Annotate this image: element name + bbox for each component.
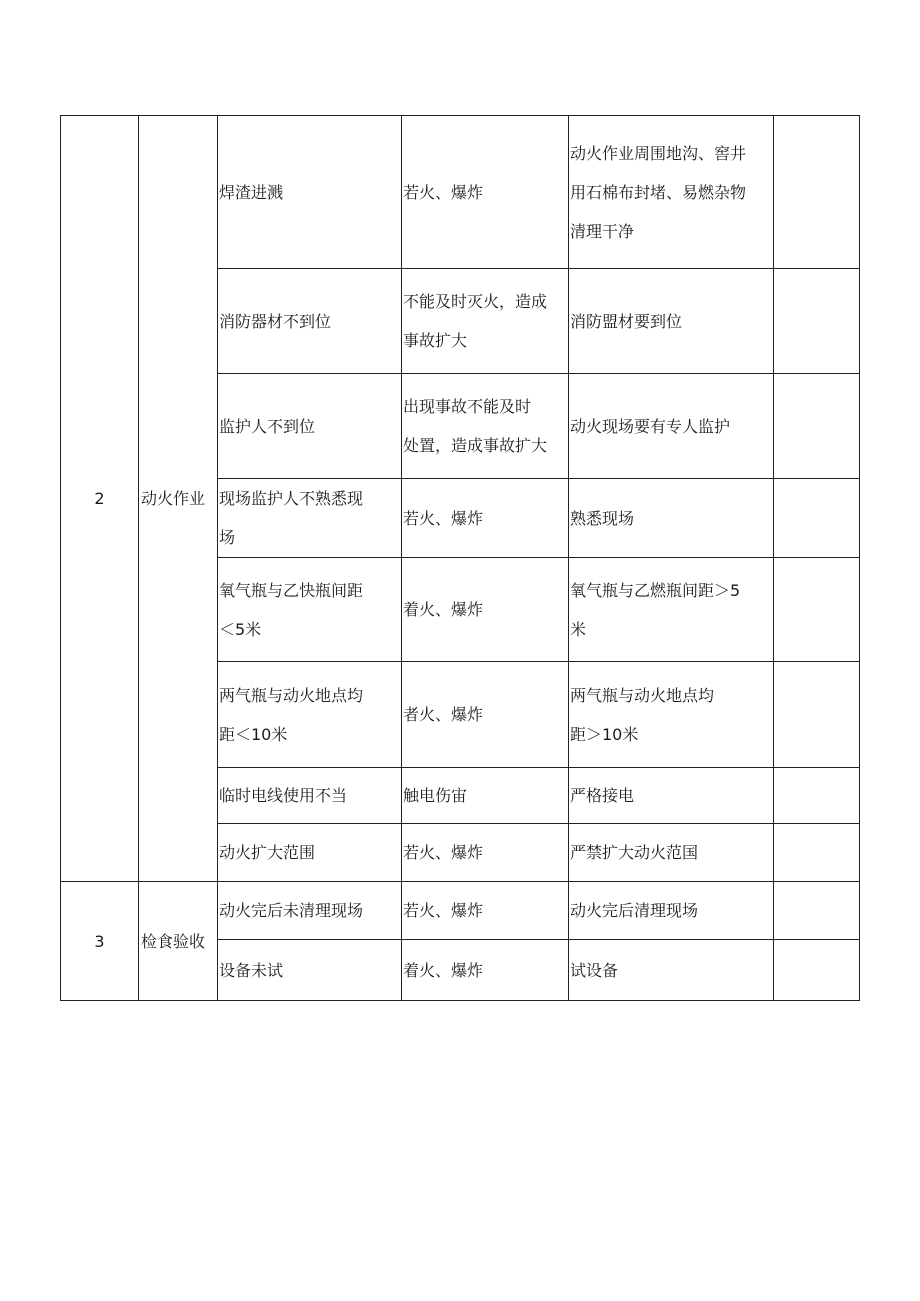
hazard-cell: 两气瓶与动火地点均 距＜10米 xyxy=(218,662,402,768)
consequence-cell: 若火、爆炸 xyxy=(402,479,569,558)
measure-cell: 动火作业周围地沟、窖井 用石棉布封堵、易燃杂物 清理干净 xyxy=(569,116,774,269)
note-cell xyxy=(774,269,860,374)
hazard-cell: 焊渣进溅 xyxy=(218,116,402,269)
risk-analysis-table xyxy=(60,115,860,1001)
table-row xyxy=(61,116,860,269)
note-cell xyxy=(774,479,860,558)
consequence-cell: 出现事故不能及时 处置，造成事故扩大 xyxy=(402,374,569,479)
note-cell xyxy=(774,824,860,882)
measure-cell: 两气瓶与动火地点均 距＞10米 xyxy=(569,662,774,768)
consequence-cell: 若火、爆炸 xyxy=(402,824,569,882)
hazard-cell: 动火扩大范围 xyxy=(218,824,402,882)
measure-cell: 熟悉现场 xyxy=(569,479,774,558)
note-cell xyxy=(774,374,860,479)
hazard-cell: 动火完后未清理现场 xyxy=(218,882,402,940)
note-cell xyxy=(774,882,860,940)
measure-cell: 严禁扩大动火范国 xyxy=(569,824,774,882)
note-cell xyxy=(774,768,860,824)
hazard-cell: 设备未试 xyxy=(218,940,402,1001)
note-cell xyxy=(774,940,860,1001)
step-number-cell: 2 xyxy=(61,116,139,882)
consequence-cell: 若火、爆炸 xyxy=(402,882,569,940)
consequence-cell: 着火、爆炸 xyxy=(402,940,569,1001)
note-cell xyxy=(774,558,860,662)
hazard-cell: 临时电线使用不当 xyxy=(218,768,402,824)
step-number-cell: 3 xyxy=(61,882,139,1001)
task-name-cell: 动火作业 xyxy=(139,116,218,882)
consequence-cell: 者火、爆炸 xyxy=(402,662,569,768)
note-cell xyxy=(774,116,860,269)
consequence-cell: 着火、爆炸 xyxy=(402,558,569,662)
measure-cell: 严格接电 xyxy=(569,768,774,824)
note-cell xyxy=(774,662,860,768)
table-row xyxy=(61,882,860,940)
measure-cell: 氧气瓶与乙燃瓶间距＞5 米 xyxy=(569,558,774,662)
hazard-cell: 消防器材不到位 xyxy=(218,269,402,374)
task-name-cell: 检食验收 xyxy=(139,882,218,1001)
hazard-cell: 氧气瓶与乙快瓶间距 ＜5米 xyxy=(218,558,402,662)
measure-cell: 消防盟材要到位 xyxy=(569,269,774,374)
consequence-cell: 不能及时灭火，造成 事故扩大 xyxy=(402,269,569,374)
measure-cell: 动火完后清理现场 xyxy=(569,882,774,940)
measure-cell: 动火现场要有专人监护 xyxy=(569,374,774,479)
hazard-cell: 监护人不到位 xyxy=(218,374,402,479)
measure-cell: 试设备 xyxy=(569,940,774,1001)
consequence-cell: 触电伤宙 xyxy=(402,768,569,824)
consequence-cell: 若火、爆炸 xyxy=(402,116,569,269)
hazard-cell: 现场监护人不熟悉现 场 xyxy=(218,479,402,558)
